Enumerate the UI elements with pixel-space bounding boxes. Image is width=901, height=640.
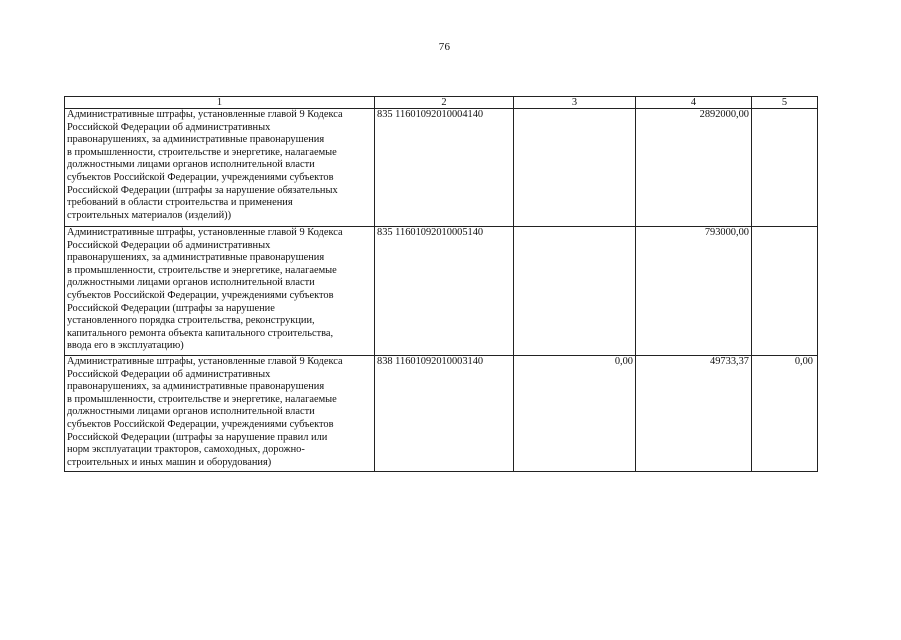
row-value-col3: 0,00 [514, 356, 636, 472]
column-header-1: 1 [65, 97, 375, 109]
row-value-col3 [514, 109, 636, 227]
row-value-col3 [514, 227, 636, 356]
column-header-5: 5 [752, 97, 818, 109]
row-code: 835 11601092010004140 [375, 109, 514, 227]
table-header-row [65, 97, 818, 109]
row-value-col4: 2892000,00 [636, 109, 752, 227]
column-header-2: 2 [375, 97, 514, 109]
table-row [65, 227, 818, 356]
row-value-col5: 0,00 [752, 356, 818, 472]
row-value-col4: 49733,37 [636, 356, 752, 472]
row-value-col4: 793000,00 [636, 227, 752, 356]
revenue-table [64, 96, 818, 472]
page-number: 76 [438, 41, 451, 53]
row-description: Административные штрафы, установленные главой 9 Кодекса Российской Федерации об административных правонарушениях, за административные правонарушения в промышленности, строительстве и энергетике, налагаемые должностными лицами органов исполнительной власти субъектов Российской Федерации, учреждениями субъектов Российской Федерации (штрафы за нарушение обязательных требований в области строительства и применения строительных материалов (изделий)) [65, 109, 375, 227]
row-description: Административные штрафы, установленные главой 9 Кодекса Российской Федерации об административных правонарушениях, за административные правонарушения в промышленности, строительстве и энергетике, налагаемые должностными лицами органов исполнительной власти субъектов Российской Федерации, учреждениями субъектов Российской Федерации (штрафы за нарушение установленного порядка строительства, реконструкции, капитального ремонта объекта капитального строительства, ввода его в эксплуатацию) [65, 227, 375, 356]
column-header-3: 3 [514, 97, 636, 109]
table-row [65, 109, 818, 227]
row-value-col5 [752, 227, 818, 356]
row-code: 838 11601092010003140 [375, 356, 514, 472]
table-row [65, 356, 818, 472]
row-description: Административные штрафы, установленные главой 9 Кодекса Российской Федерации об административных правонарушениях, за административные правонарушения в промышленности, строительстве и энергетике, налагаемые должностными лицами органов исполнительной власти субъектов Российской Федерации, учреждениями субъектов Российской Федерации (штрафы за нарушение правил или норм эксплуатации тракторов, самоходных, дорожно- строительных и иных машин и оборудования) [65, 356, 375, 472]
row-value-col5 [752, 109, 818, 227]
row-code: 835 11601092010005140 [375, 227, 514, 356]
column-header-4: 4 [636, 97, 752, 109]
